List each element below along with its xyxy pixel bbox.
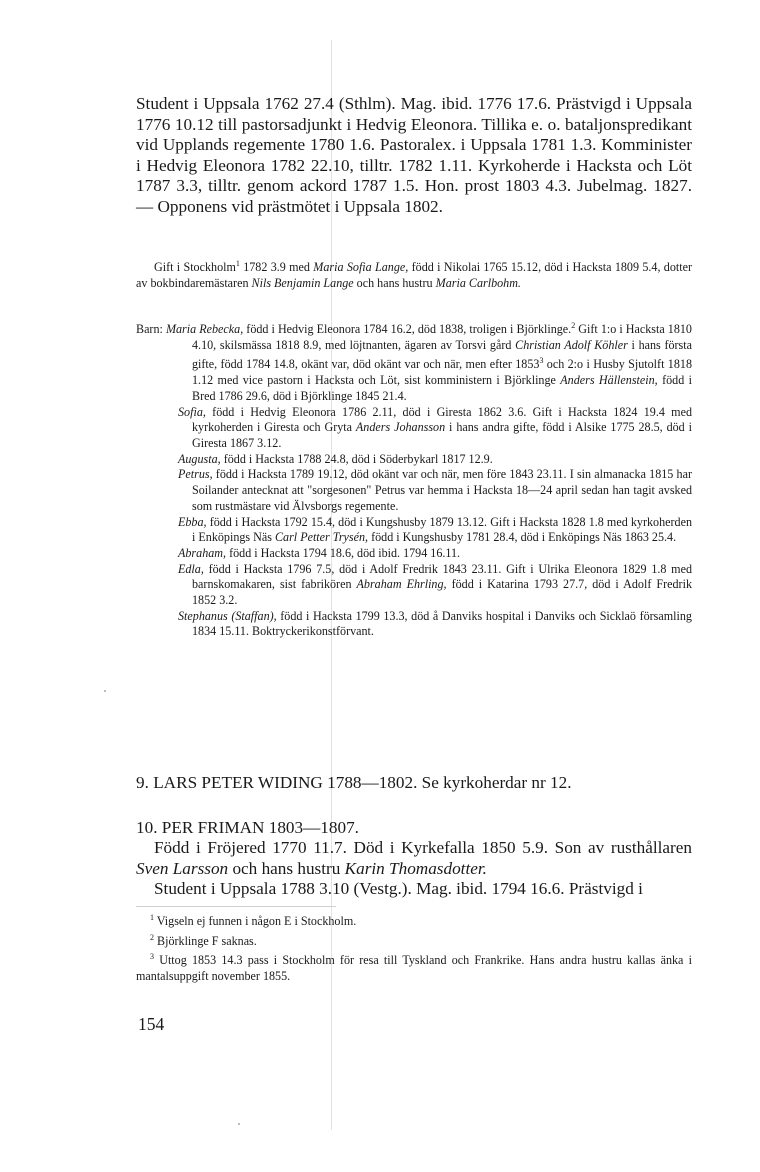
footnote-ref: 3 <box>539 356 544 366</box>
child-text: och 2:o i Husby Sjutolft 1818 1.12 med vice pastorn i Hacksta och Löt, sist komministern i Björklinge <box>192 357 692 388</box>
child-text: född i Hacksta 1789 19.12, död okänt var och när, men före 1843 23.11. I sin almanacka 1815 har Soilander antecknat att "sorgesonen" Petrus var hemma i Hacksta 18—24 april sedan han tagit avsked som rustmästare vid Älvsborgs regemente. <box>192 467 692 513</box>
footnote-text: Vigseln ej funnen i någon E i Stockholm. <box>154 914 357 929</box>
child-text: född i Hacksta 1788 24.8, död i Söderbykarl 1817 12.9. <box>220 451 493 466</box>
mother-name: Maria Carlbohm. <box>435 275 521 290</box>
marriage-paragraph <box>136 256 692 291</box>
child-name: Maria Rebecka, <box>165 322 244 337</box>
page-number: 154 <box>138 1014 165 1034</box>
child-text: född i Hedvig Eleonora 1784 16.2, död 1838, troligen i Björklinge. <box>243 322 572 337</box>
section-10-paragraph: Student i Uppsala 1788 3.10 (Vestg.). Mag. ibid. 1794 16.6. Prästvigd i <box>154 879 643 899</box>
husband-name: Abraham Ehrling, <box>356 577 447 592</box>
children-label: Barn: <box>136 322 166 337</box>
section-10-paragraph <box>136 838 692 879</box>
footnote-1 <box>136 910 692 930</box>
scan-speck <box>238 1123 240 1125</box>
child-entry <box>136 452 692 468</box>
child-name: Augusta, <box>178 451 221 466</box>
child-entry <box>136 546 692 562</box>
child-name: Stephanus (Staffan), <box>178 608 277 623</box>
marriage-text <box>136 256 692 291</box>
marriage-part: och hans hustru <box>353 275 436 290</box>
section-10-text: Född i Fröjered 1770 11.7. Död i Kyrkefalla 1850 5.9. Son av rusthållaren <box>154 838 692 857</box>
section-10-text: och hans hustru <box>228 858 345 878</box>
child-text: född i Hacksta 1794 18.6, död ibid. 1794 16.11. <box>226 545 461 560</box>
child-text: född i Katarina 1793 27.7, död i Adolf Fredrik 1852 3.2. <box>192 577 692 608</box>
footnote-number: 1 <box>150 913 154 922</box>
child-entry <box>136 318 692 405</box>
biography-text: Student i Uppsala 1762 27.4 (Sthlm). Mag. ibid. 1776 17.6. Prästvigd i Uppsala 1776 10.12 till pastorsadjunkt i Hedvig Eleonora. Tillika e. o. bataljonspredikant vid Upplands regemente 1780 1.6. Pastoralex. i Uppsala 1781 1.3. Komminister i Hedvig Eleonora 1782 22.10, tilltr. 1782 1.11. Kyrkoherde i Hacksta och Löt 1787 3.3, tilltr. genom ackord 1787 1.5. Hon. prost 1803 4.3. Jubelmag. 1827. — Opponens vid prästmötet i Uppsala 1802. <box>136 94 692 216</box>
marriage-part: född i Nikolai 1765 15.12, död i Hacksta 1809 5.4, dotter av bokbindaremästaren <box>136 260 692 290</box>
child-name: Sofia, <box>178 404 206 419</box>
child-name: Abraham, <box>178 545 227 560</box>
child-name: Ebba, <box>178 514 207 529</box>
scan-speck <box>104 690 106 692</box>
husband-name: Anders Johansson <box>355 420 446 435</box>
wife-name: Maria Sofia Lange, <box>313 260 409 275</box>
husband-name: Carl Petter Trysén, <box>274 530 369 545</box>
footnote-text: Uttog 1853 14.3 pass i Stockholm för resa till Tyskland och Frankrike. Hans andra hustru kallas änka i mantalsuppgift november 1855. <box>136 953 692 984</box>
footnote-3 <box>136 949 692 984</box>
footnote-ref: 2 <box>571 321 576 330</box>
section-10-heading: 10. PER FRIMAN 1803—1807. <box>136 818 359 837</box>
father-name: Sven Larsson <box>136 858 229 878</box>
child-text: i hans första gifte, född 1784 14.8, okänt var, död okänt var och när, men efter 1853 <box>192 337 692 372</box>
biography-paragraph <box>136 94 692 218</box>
footnote-text: Björklinge F saknas. <box>154 933 257 948</box>
child-entry <box>136 467 692 514</box>
child-entry <box>136 562 692 609</box>
section-10-body <box>136 838 692 900</box>
child-entry <box>136 609 692 640</box>
husband-name: Christian Adolf Köhler <box>515 337 628 352</box>
child-text: född i Hacksta 1799 13.3, död å Danviks hospital i Danviks och Sicklaö församling 1834 15.11. Boktryckerikonstförvant. <box>192 608 692 639</box>
father-name: Nils Benjamin Lange <box>251 275 354 290</box>
child-text: född i Hedvig Eleonora 1786 2.11, död i Giresta 1862 3.6. Gift i Hacksta 1824 19.4 med kyrkoherden i Giresta och Gryta <box>192 404 692 435</box>
child-text: född i Bred 1786 29.6, död i Björklinge 1845 21.4. <box>192 373 692 403</box>
child-text: Gift 1:o i Hacksta 1810 4.10, skilsmässa 1818 8.9, med löjtnanten, ägaren av Torsvi gård <box>192 322 692 352</box>
child-text: född i Hacksta 1796 7.5, död i Adolf Fredrik 1843 23.11. Gift i Ulrika Eleonora 1829 1.8 med barnskomakaren, sist fabrikören <box>192 561 692 592</box>
footnotes <box>136 910 692 985</box>
footnote-2 <box>136 930 692 950</box>
footnote-number: 3 <box>150 952 154 962</box>
marriage-part: 1782 3.9 med <box>239 260 314 275</box>
child-text: född i Kungshusby 1781 28.4, död i Enköpings Näs 1863 25.4. <box>368 530 677 545</box>
child-name: Petrus, <box>178 467 213 482</box>
child-text: född i Hacksta 1792 15.4, död i Kungshusby 1879 13.12. Gift i Hacksta 1828 1.8 med kyrkoherden i Enköpings Näs <box>192 514 692 545</box>
marriage-part: Gift i Stockholm <box>154 260 236 275</box>
mother-name: Karin Thomasdotter. <box>344 858 487 878</box>
child-entry <box>136 515 692 546</box>
husband-name: Anders Hällenstein, <box>560 373 658 388</box>
footnote-rule <box>136 906 336 907</box>
child-text: i hans andra gifte, född i Alsike 1775 28.5, död i Giresta 1867 3.12. <box>192 420 692 450</box>
child-name: Edla, <box>178 561 204 576</box>
children-list <box>136 318 692 640</box>
child-entry <box>136 405 692 452</box>
section-9-heading: 9. LARS PETER WIDING 1788—1802. Se kyrkoherdar nr 12. <box>136 773 572 792</box>
footnote-number: 2 <box>150 932 154 942</box>
footnote-ref: 1 <box>235 259 240 268</box>
